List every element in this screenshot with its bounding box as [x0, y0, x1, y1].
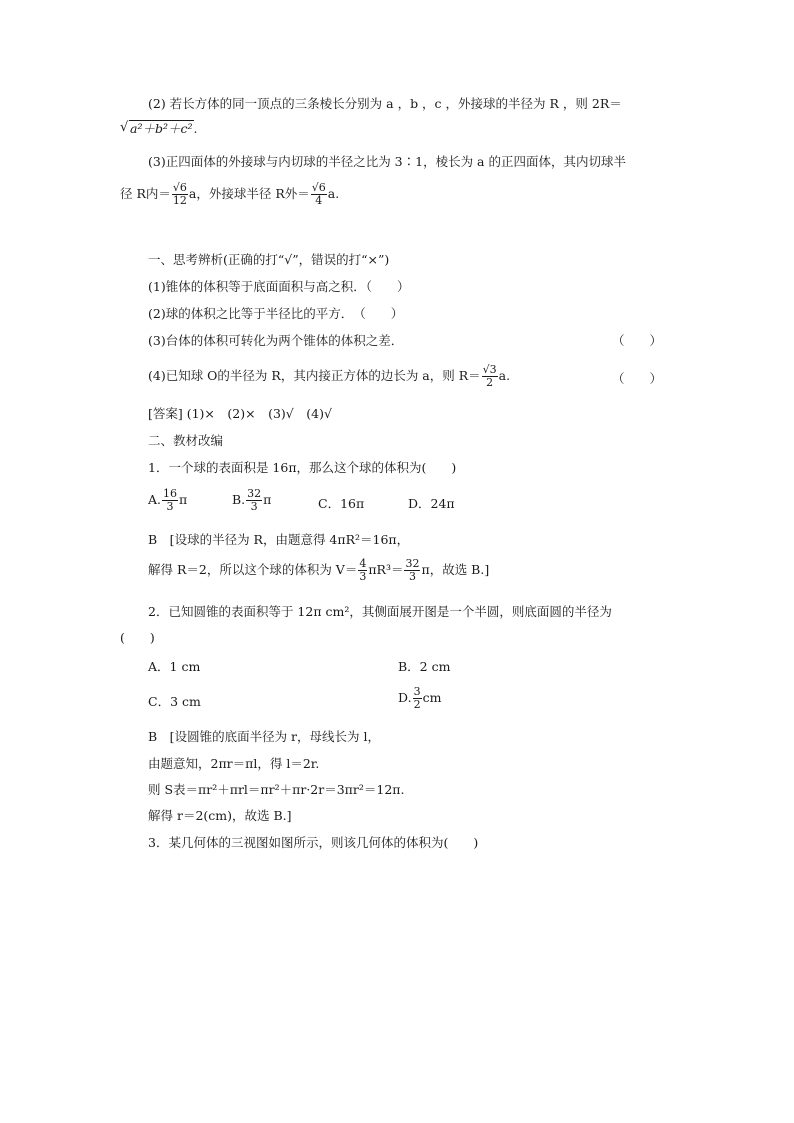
- judge-item-4: (4)已知球 O的半径为 R，其内接正方体的边长为 a，则 R＝ $\frac{√3}{2}$ a.: [148, 363, 511, 389]
- question-1-solution-line1: B [设球的半径为 R，由题意得 4πR²＝16π，: [148, 532, 410, 547]
- question-3-stem: 3．某几何体的三视图如图所示，则该几何体的体积为( ): [148, 835, 479, 850]
- judge-item-2: (2)球的体积之比等于半径比的平方． （ ）: [148, 306, 404, 321]
- question-1-option-c: C．16π: [318, 496, 365, 511]
- answer-line: [答案] (1)× (2)× (3)√ (4)√: [148, 406, 332, 421]
- fraction: $\frac{32}{3}$: [247, 487, 262, 513]
- question-2-option-d: D. $\frac{3}{2}$ cm: [398, 685, 442, 711]
- section-2-title: 二、教材改编: [148, 433, 224, 448]
- question-2-stem-line1: 2．已知圆锥的表面积等于 12π cm²，其侧面展开图是一个半圆，则底面圆的半径为: [148, 604, 612, 619]
- question-1-option-d: D．24π: [408, 496, 455, 511]
- question-1-solution-line2: 解得 R＝2，所以这个球的体积为 V＝ $\frac{4}{3}$ πR³＝ $\frac{32}{3}$ π，故选 B.]: [148, 557, 490, 583]
- question-2-option-a: A．1 cm: [148, 659, 201, 674]
- judge-item-4-paren: （ ）: [612, 371, 663, 386]
- judge-item-3-paren: （ ）: [612, 333, 663, 348]
- sqrt-expression: √ a²＋b²＋c²: [120, 121, 194, 137]
- question-2-solution-line1: B [设圆锥的底面半径为 r，母线长为 l，: [148, 729, 380, 744]
- para-2-line2: √ a²＋b²＋c².: [120, 121, 197, 137]
- question-1-stem: 1．一个球的表面积是 16π，那么这个球的体积为( ): [148, 460, 457, 475]
- fraction: $\frac{√6}{4}$: [311, 181, 326, 207]
- para-3-line1: (3)正四面体的外接球与内切球的半径之比为 3∶1，棱长为 a 的正四面体，其内切球半: [148, 154, 626, 169]
- fraction: $\frac{√3}{2}$: [482, 363, 497, 389]
- judge-item-3: (3)台体的体积可转化为两个锥体的体积之差．: [148, 333, 404, 348]
- question-2-solution-line3: 则 S表＝πr²＋πrl＝πr²＋πr·2r＝3πr²＝12π.: [148, 782, 405, 797]
- para-3-line2: 径 R内＝ $\frac{√6}{12}$ a，外接球半径 R外＝ $\frac{√6}{4}$ a.: [120, 181, 340, 207]
- question-1-option-b: B. $\frac{32}{3}$ π: [232, 487, 272, 513]
- para-2-line1: (2) 若长方体的同一顶点的三条棱长分别为 a ，b ，c ，外接球的半径为 R ，则 2R＝: [148, 96, 622, 111]
- question-2-solution-line4: 解得 r＝2(cm)，故选 B.]: [148, 808, 292, 823]
- question-2-option-c: C．3 cm: [148, 694, 201, 709]
- judge-item-1: (1)锥体的体积等于底面面积与高之积．（ ）: [148, 279, 410, 294]
- fraction: $\frac{3}{2}$: [413, 685, 421, 711]
- fraction: $\frac{32}{3}$: [405, 557, 420, 583]
- question-1-option-a: A. $\frac{16}{3}$ π: [148, 487, 188, 513]
- fraction: $\frac{√6}{12}$: [172, 181, 187, 207]
- fraction: $\frac{4}{3}$: [359, 557, 367, 583]
- fraction: $\frac{16}{3}$: [163, 487, 178, 513]
- question-2-stem-line2: ( ): [120, 630, 155, 645]
- question-2-solution-line2: 由题意知，2πr＝πl，得 l＝2r.: [148, 756, 320, 771]
- section-1-title: 一、思考辨析(正确的打“√”，错误的打“×”): [148, 252, 390, 267]
- question-2-option-b: B．2 cm: [398, 659, 451, 674]
